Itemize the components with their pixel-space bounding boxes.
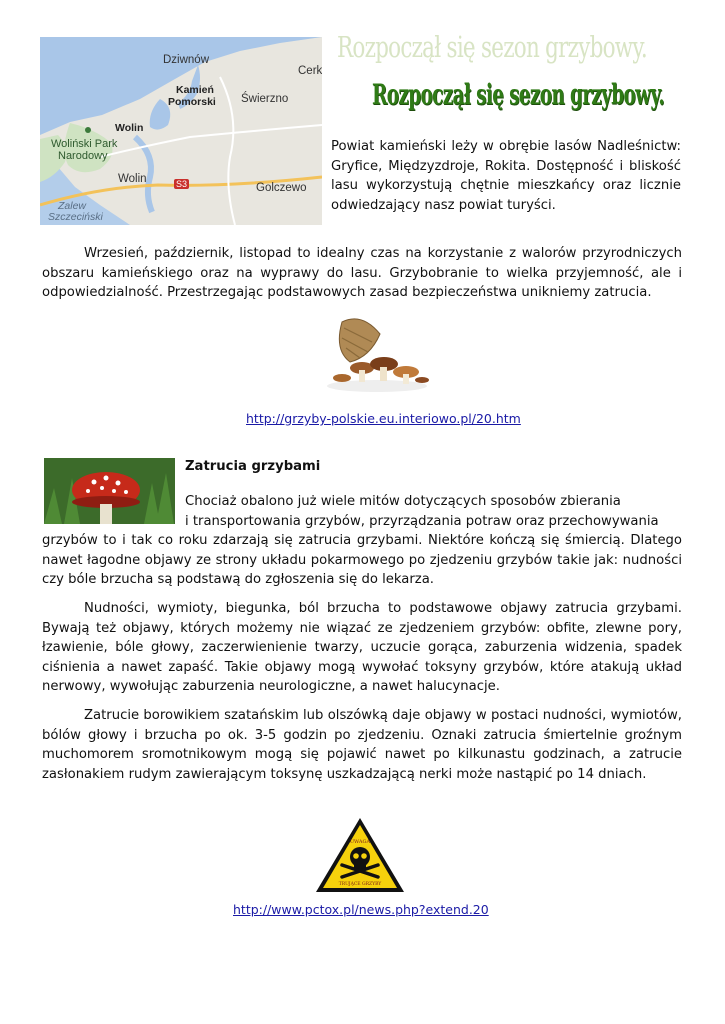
map-label-kamien-line1: Kamień [176,84,214,96]
map-image [40,37,322,225]
paragraph-season: Wrzesień, październik, listopad to idealny czas na korzystanie z walorów przyrodniczych obszaru kamieńskiego oraz na wyprawy do lasu. Grzybobranie to wielka przyjemność, ale i odpowiedzialność. Przestrzegając podstawowych zasad bezpieczeństwa unikniemy zatrucia. [42,246,682,300]
map-label-wolin: Wolin [118,173,147,185]
page-title: Rozpoczął się sezon grzybowy. [372,78,665,111]
paragraph-poisoning-line1: Chociaż obalono już wiele mitów dotyczących sposobów zbierania [185,494,621,509]
paragraph-specific-poisonings: Zatrucie borowikiem szatańskim lub olszówką daje objawy w postaci nudności, wymiotów, bólów głowy i brzucha po ok. 3-5 godzin po zjedzeniu. Oznaki zatrucia śmiertelnie groźnym muchomorem sromotnikowym mogą się pojawić nawet po kilkunastu godzinach, a zatrucie zasłonakiem rudym zawierającym toksynę uszkadzającą nerki może nastąpić po 14 dniach. [42,708,682,782]
map-label-zalew-line1: Zalew [58,200,87,212]
map-label-park-line1: Woliński Park [51,138,118,150]
map-road-badge: S3 [176,179,188,189]
map-label-swierzno: Świerzno [241,93,289,105]
intro-paragraph: Powiat kamieński leży w obrębie lasów Nadleśnictw: Gryfice, Międzyzdroje, Rokita. Dostępność i bliskość lasu wykorzystują chętnie mieszkańcy oraz licznie odwiedzający nasz powiat turyści. [331,139,681,213]
source-link-2[interactable]: http://www.pctox.pl/news.php?extend.20 [233,902,489,917]
mushroom-basket-image [322,312,432,394]
map-label-golczewo: Golczewo [256,182,307,194]
map-label-wolin-small: Wolin [115,122,144,134]
title-shadow: Rozpoczął się sezon grzybowy. [337,30,648,64]
map-label-cerk: Cerk [298,65,322,77]
source-link-1[interactable]: http://grzyby-polskie.eu.interiowo.pl/20.htm [246,411,521,426]
poison-warning-icon [314,815,406,895]
section-heading: Zatrucia grzybami [185,459,321,474]
paragraph-symptoms: Nudności, wymioty, biegunka, ból brzucha to podstawowe objawy zatrucia grzybami. Bywają też objawy, których możemy nie wiązać ze zjedzeniem grzybów: obfite, zlewne pory, łzawienie, bóle głowy, zaczerwienienie twarzy, uczucie gorąca, zaburzenia widzenia, spadek ciśnienia a nawet zapaść. Takie objawy mogą wywołać toksyny grzybów, które atakują układ nerwowy, wywołując zaburzenia neurologiczne, a nawet halucynacje. [42,601,682,694]
paragraph-poisoning-intro [42,492,682,590]
map-label-zalew-line2: Szczeciński [48,211,103,223]
paragraph-poisoning-line2: i transportowania grzybów, przyrządzania potraw oraz przechowywania [185,513,659,529]
warning-bottom-text: TRUJĄCE GRZYBY [338,882,382,887]
paragraph-poisoning-rest: grzybów to i tak co roku zdarzają się zatrucia grzybami. Niektóre kończą się śmiercią. Dlatego nawet łagodne objawy ze strony układu pokarmowego po zjedzeniu grzybów takie jak: nudności czy bóle brzucha są podstawą do zgłoszenia się do lekarza. [42,533,682,587]
map-label-kamien-line2: Pomorski [168,96,216,108]
map-label-dziwnow: Dziwnów [163,54,210,66]
warning-top-text: UWAGA [349,839,371,845]
map-label-park-line2: Narodowy [58,150,108,162]
